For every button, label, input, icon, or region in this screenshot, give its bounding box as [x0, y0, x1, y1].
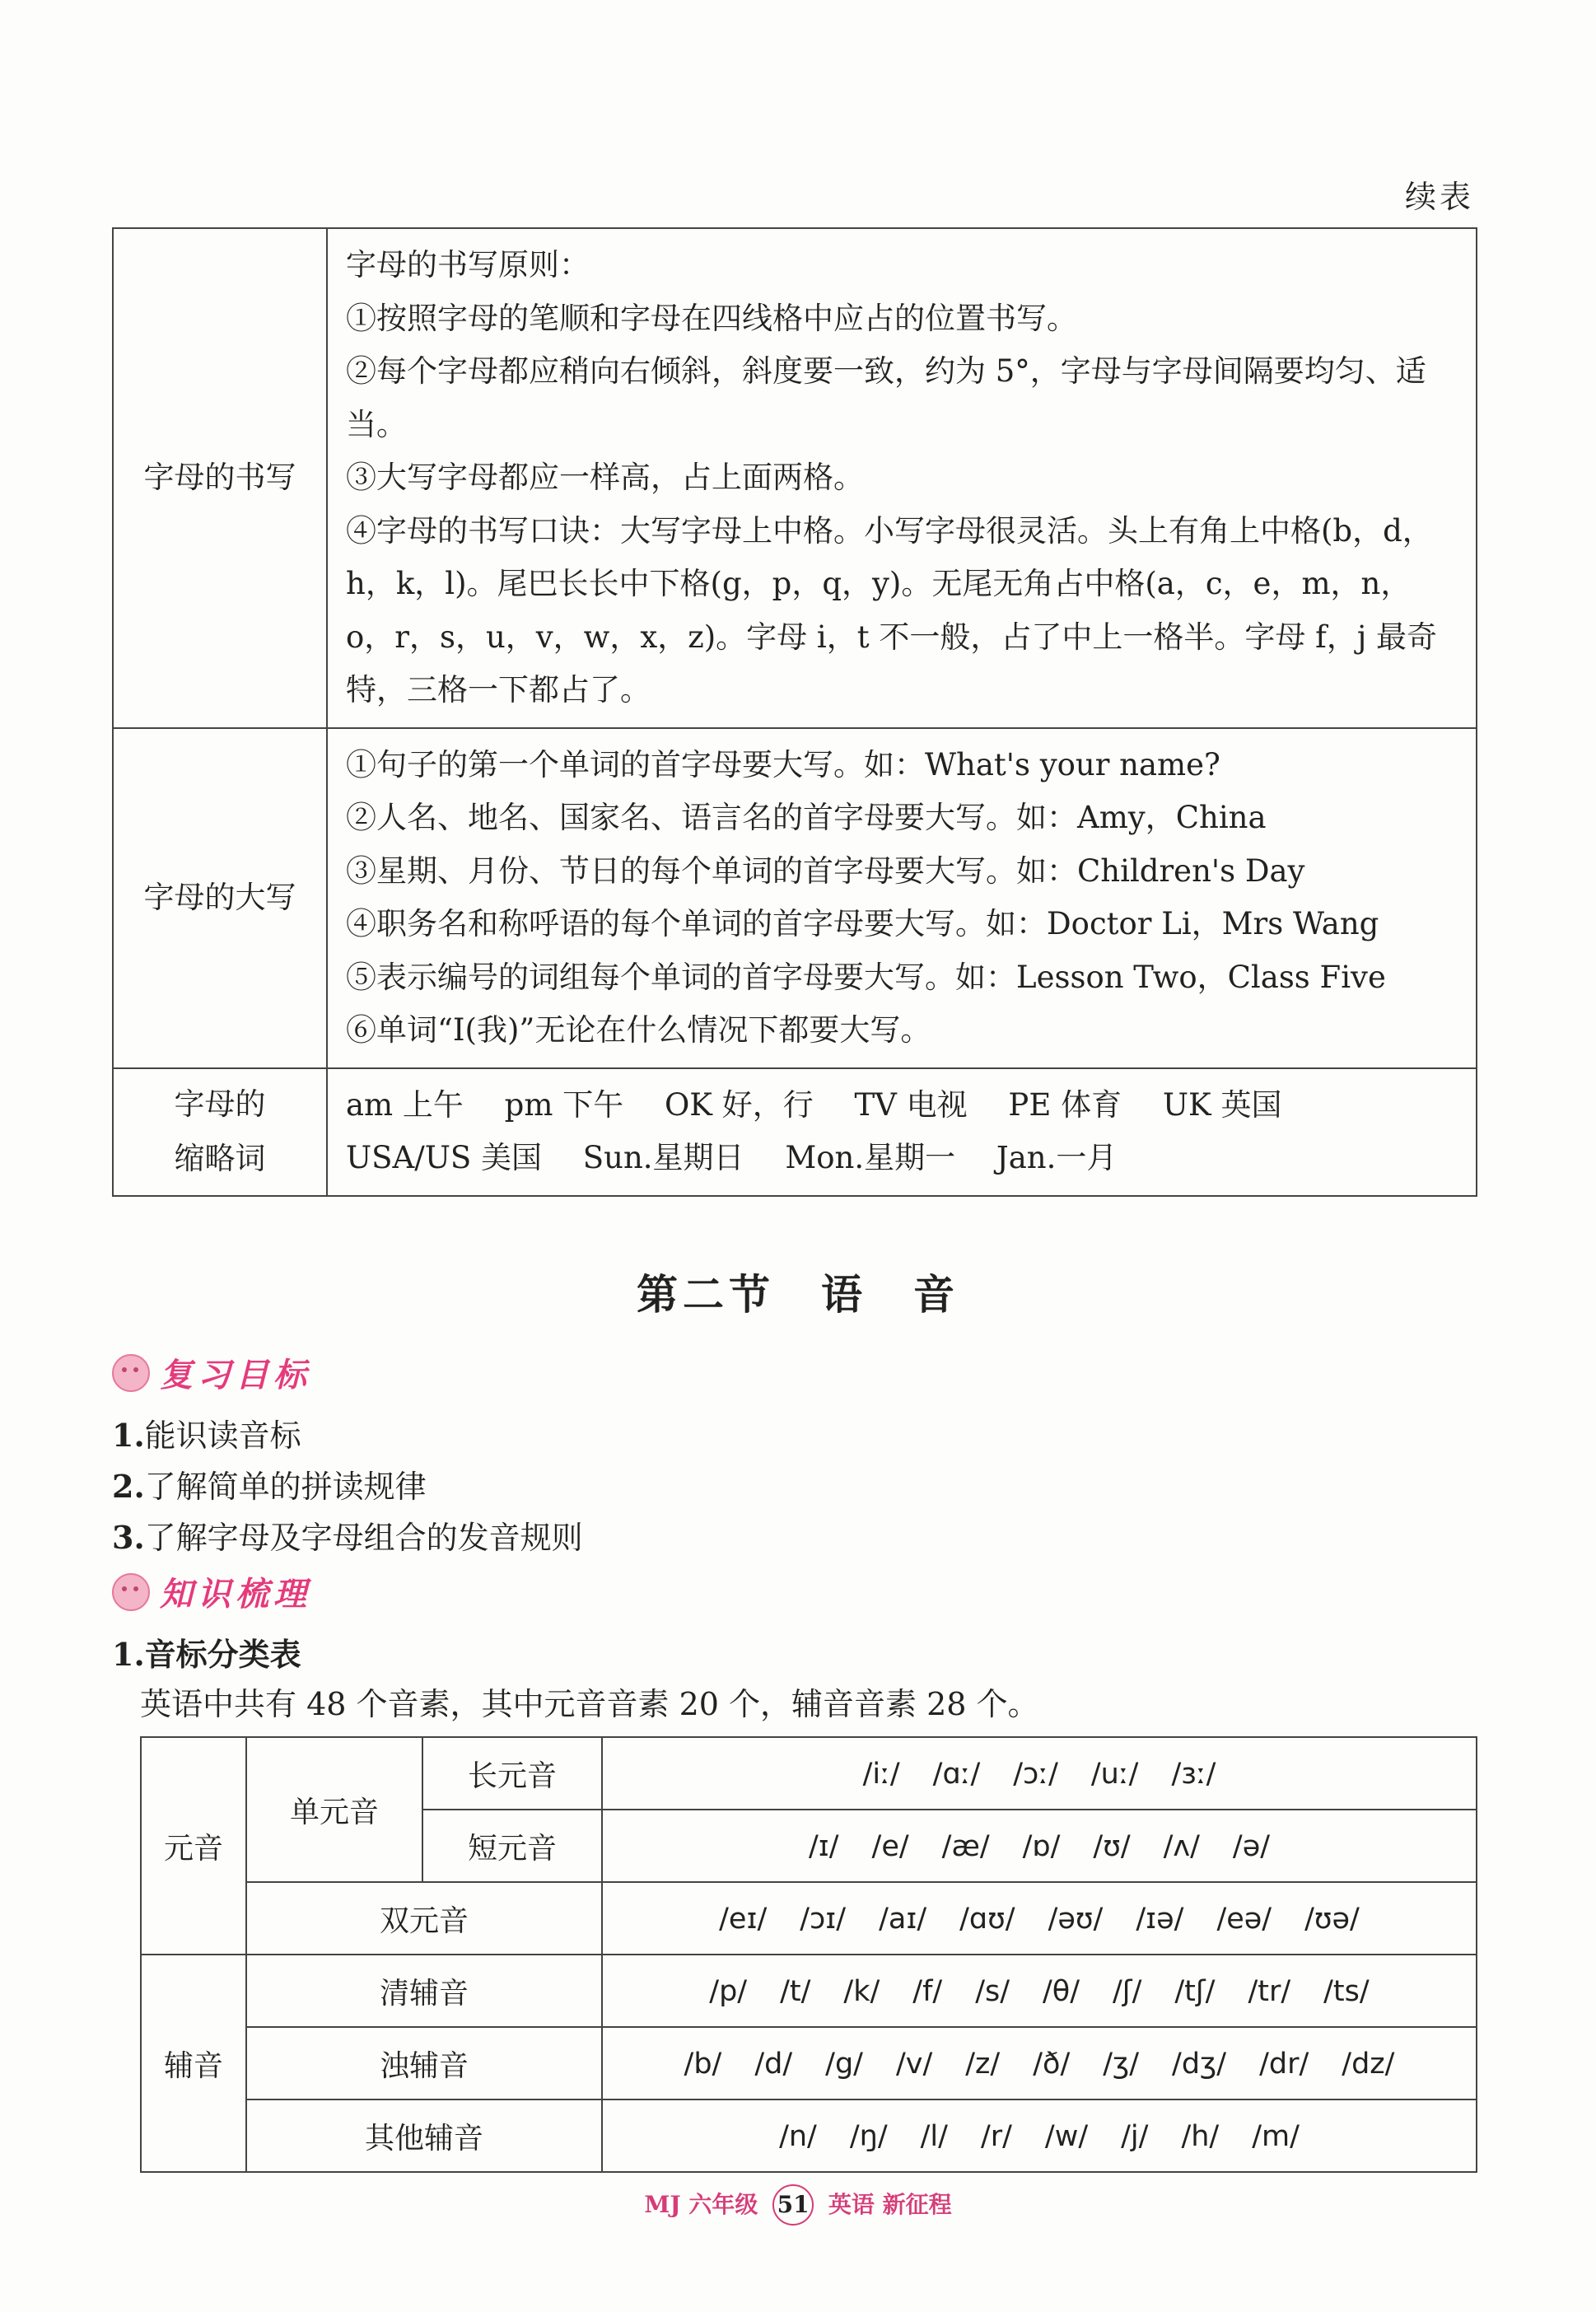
phoneme: /b/	[684, 2047, 722, 2081]
phoneme: /ɔɪ/	[800, 1902, 847, 1936]
rule-line: ④职务名和称呼语的每个单词的首字母要大写。如：Doctor Li，Mrs Wang	[346, 906, 1379, 941]
phoneme: /r/	[980, 2119, 1012, 2153]
phoneme: /ʃ/	[1113, 1974, 1142, 2008]
phoneme: /dz/	[1342, 2047, 1395, 2081]
rule-line: ①按照字母的笔顺和字母在四线格中应占的位置书写。	[346, 300, 1077, 336]
voiceless-list	[602, 1955, 1477, 2027]
rule-line: ⑥单词“I(我)”无论在什么情况下都要大写。	[346, 1012, 931, 1048]
phoneme: /e/	[871, 1829, 909, 1863]
rule-line: ②每个字母都应稍向右倾斜，斜度要一致，约为 5°，字母与字母间隔要均匀、适当。	[346, 353, 1426, 442]
table-row	[113, 228, 1477, 728]
diphthong-list	[602, 1882, 1477, 1955]
phoneme: /l/	[920, 2119, 948, 2153]
letter-writing-table	[112, 227, 1477, 1197]
table-row	[113, 1068, 1477, 1196]
abbr-item: USA/US 美国	[346, 1140, 543, 1175]
phoneme: /iː/	[862, 1757, 900, 1791]
phoneme: /θ/	[1043, 1974, 1080, 2008]
abbr-row	[346, 1079, 1458, 1133]
single-vowel-label: 单元音	[246, 1737, 422, 1882]
phoneme: /k/	[843, 1974, 880, 2008]
voiceless-label: 清辅音	[246, 1955, 602, 2027]
capitalization-cell	[327, 728, 1477, 1068]
table-row	[141, 1737, 1477, 1810]
phoneme: /p/	[709, 1974, 748, 2008]
continued-label: 续表	[1404, 179, 1474, 215]
row-label: 字母的书写	[113, 228, 327, 728]
voiced-list	[602, 2027, 1477, 2099]
goal-item: 1.能识读音标	[112, 1417, 301, 1454]
rule-line: ②人名、地名、国家名、语言名的首字母要大写。如：Amy，China	[346, 800, 1267, 835]
table-row	[141, 2099, 1477, 2172]
section-title: 第二节 语 音	[637, 1270, 959, 1319]
phoneme: /g/	[825, 2047, 863, 2081]
phoneme: /m/	[1252, 2119, 1300, 2153]
table-row	[141, 2027, 1477, 2099]
phoneme: /aɪ/	[879, 1902, 927, 1936]
rule-line: ⑤表示编号的词组每个单词的首字母要大写。如：Lesson Two，Class Five	[346, 959, 1386, 995]
phoneme: /ə/	[1232, 1829, 1271, 1863]
footer-grade: MJ 六年级	[644, 2191, 758, 2218]
short-vowel-label: 短元音	[422, 1810, 602, 1882]
knowledge-badge	[112, 1568, 311, 1615]
page-number: 51	[772, 2184, 814, 2226]
badge-label: 知识梳理	[160, 1575, 311, 1614]
phoneme: /ʒ/	[1103, 2047, 1140, 2081]
abbr-item: Mon.星期一	[785, 1140, 956, 1175]
rule-line: ③星期、月份、节日的每个单词的首字母要大写。如：Children's Day	[346, 852, 1305, 889]
goal-item: 2.了解简单的拼读规律	[112, 1468, 427, 1505]
short-vowel-list	[602, 1810, 1477, 1882]
review-goals-badge	[112, 1349, 311, 1396]
phoneme: /æ/	[941, 1829, 990, 1863]
abbr-item: Sun.星期日	[582, 1140, 744, 1175]
phoneme: /uː/	[1090, 1757, 1139, 1791]
phoneme: /ɑʊ/	[959, 1902, 1015, 1936]
phoneme: /d/	[754, 2047, 793, 2081]
writing-rules-cell	[327, 228, 1477, 728]
rule-line: ④字母的书写口诀：大写字母上中格。小写字母很灵活。头上有角上中格(b，d，h，k，l)。尾巴长长中下格(g，p，q，y)。无尾无角占中格(a，c，e，m，n，o，r，s，u，v，w，x，z)。字母 i，t 不一般，占了中上一格半。字母 f，j 最奇特，三格一下都占了。	[346, 512, 1438, 708]
phoneme: /s/	[975, 1974, 1010, 2008]
badge-label: 复习目标	[160, 1356, 311, 1394]
table-row	[141, 1882, 1477, 1955]
rule-line: ①句子的第一个单词的首字母要大写。如：What's your name?	[346, 746, 1220, 782]
long-vowel-list	[602, 1737, 1477, 1810]
phonetic-table	[140, 1736, 1477, 2173]
abbr-item: UK 英国	[1162, 1086, 1282, 1123]
phoneme: /ŋ/	[849, 2119, 888, 2153]
goal-item: 3.了解字母及字母组合的发音规则	[112, 1519, 583, 1556]
phoneme: /ts/	[1323, 1974, 1370, 2008]
diphthong-label: 双元音	[246, 1882, 602, 1955]
abbreviation-cell	[327, 1068, 1477, 1196]
long-vowel-label: 长元音	[422, 1737, 602, 1810]
phoneme: /eɪ/	[719, 1902, 768, 1936]
phoneme: /ɒ/	[1022, 1829, 1061, 1863]
phoneme: /ʊ/	[1093, 1829, 1131, 1863]
other-consonant-label: 其他辅音	[246, 2099, 602, 2172]
phoneme: /n/	[779, 2119, 817, 2153]
phoneme: /tʃ/	[1174, 1974, 1216, 2008]
phoneme: /ʊə/	[1304, 1902, 1360, 1936]
abbr-item: OK 好，行	[664, 1086, 814, 1123]
phoneme: /ɑː/	[932, 1757, 981, 1791]
table-row	[141, 1955, 1477, 2027]
consonant-category: 辅音	[141, 1955, 246, 2172]
footer-series: 英语 新征程	[828, 2191, 952, 2218]
phoneme: /eə/	[1216, 1902, 1272, 1936]
page-footer	[0, 2184, 1596, 2226]
abbr-item: Jan.一月	[996, 1140, 1118, 1175]
label-line: 字母的	[174, 1086, 266, 1122]
phoneme: /z/	[965, 2047, 1001, 2081]
phoneme: /ð/	[1033, 2047, 1071, 2081]
phonetic-heading: 1.音标分类表	[112, 1636, 301, 1673]
phoneme: /f/	[912, 1974, 943, 2008]
rule-line: ③大写字母都应一样高，占上面两格。	[346, 460, 864, 495]
abbr-item: pm 下午	[504, 1086, 624, 1123]
row-label: 字母的大写	[113, 728, 327, 1068]
phoneme: /əʊ/	[1048, 1902, 1104, 1936]
phonetic-intro: 英语中共有 48 个音素，其中元音音素 20 个，辅音音素 28 个。	[140, 1686, 1039, 1722]
phoneme: /w/	[1044, 2119, 1089, 2153]
phoneme: /t/	[780, 1974, 811, 2008]
phoneme: /ɔː/	[1013, 1757, 1058, 1791]
table-row	[113, 728, 1477, 1068]
abbr-row	[346, 1132, 1458, 1185]
other-consonant-list	[602, 2099, 1477, 2172]
phoneme: /ɪ/	[808, 1829, 839, 1863]
phoneme: /dʒ/	[1172, 2047, 1227, 2081]
phoneme: /j/	[1121, 2119, 1149, 2153]
phoneme: /ɪə/	[1136, 1902, 1184, 1936]
rule-line: 字母的书写原则：	[346, 247, 590, 283]
label-line: 缩略词	[174, 1141, 266, 1176]
abbr-item: TV 电视	[854, 1086, 968, 1123]
abbr-item: PE 体育	[1008, 1086, 1122, 1123]
phoneme: /v/	[895, 2047, 933, 2081]
cartoon-face-icon	[112, 1573, 150, 1611]
cartoon-face-icon	[112, 1354, 150, 1392]
phoneme: /ʌ/	[1163, 1829, 1200, 1863]
row-label	[113, 1068, 327, 1196]
phoneme: /tr/	[1248, 1974, 1291, 2008]
voiced-label: 浊辅音	[246, 2027, 602, 2099]
phoneme: /dr/	[1259, 2047, 1309, 2081]
vowel-category: 元音	[141, 1737, 246, 1955]
phoneme: /ɜː/	[1171, 1757, 1216, 1791]
phoneme: /h/	[1181, 2119, 1220, 2153]
abbr-item: am 上午	[346, 1086, 464, 1123]
